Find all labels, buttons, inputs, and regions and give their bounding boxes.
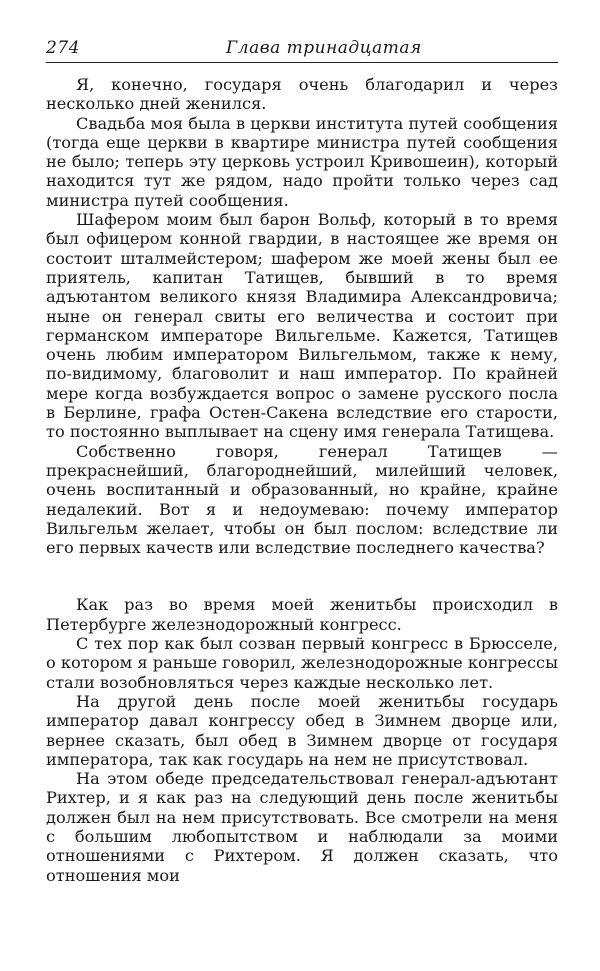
book-page: [46, 34, 558, 885]
page-header: [46, 34, 558, 63]
paragraph: Свадьба моя была в церкви института путей сообщения (тогда еще церкви в квартире министра путей сообщения не было; теперь эту церковь устроил Кривошеин), который находится тут же рядом, надо пройти только через сад министра путей сообщения.: [46, 113, 558, 210]
paragraph: Я, конечно, государя очень благодарил и через несколько дней женился.: [46, 75, 558, 114]
page-body: [46, 75, 558, 885]
paragraph: Шафером моим был барон Вольф, который в то время был офицером конной гвардии, в настоящее же время он состоит шталмейстером; шафером же моей жены был ее приятель, капитан Татищев, бывший в то время адъютантом великого князя Владимира Александровича; ныне он генерал свиты его величества и состоит при германском императоре Вильгельме. Кажется, Татищев очень любим императором Вильгельмом, также к нему, по-видимому, благоволит и наш император. По крайней мере когда возбуждается вопрос о замене русского посла в Берлине, графа Остен-Сакена вследствие его старости, то постоянно выплывает на сцену имя генерала Татищева.: [46, 210, 558, 442]
paragraph: Собственно говоря, генерал Татищев — прекраснейший, благороднейший, милейший человек, очень воспитанный и образованный, но крайне, крайне недалекий. Вот я и недоумеваю: почему император Вильгельм желает, чтобы он был послом: вследствие ли его первых качеств или вследствие последнего качества?: [46, 441, 558, 558]
running-head: Глава тринадцатая: [226, 38, 422, 58]
paragraph: На другой день после моей женитьбы государь император давал конгрессу обед в Зимнем дворце или, вернее сказать, был обед в Зимнем дворце от государя императора, так как государь на нем не присутствовал.: [46, 691, 558, 769]
paragraph: На этом обеде председательствовал генерал-адъютант Рихтер, и я как раз на следующий день после женитьбы должен был на нем присутствовать. Все смотрели на меня с большим любопытством и наблюдали за моими отношениями с Рихтером. Я должен сказать, что отношения мои: [46, 769, 558, 885]
page-number: 274: [46, 38, 80, 58]
section-break: [46, 557, 558, 595]
paragraph: С тех пор как был созван первый конгресс в Брюсселе, о котором я раньше говорил, железнодорожные конгрессы стали возобновляться через каждые несколько лет.: [46, 634, 558, 692]
paragraph: Как раз во время моей женитьбы происходил в Петербурге железнодорожный конгресс.: [46, 595, 558, 634]
